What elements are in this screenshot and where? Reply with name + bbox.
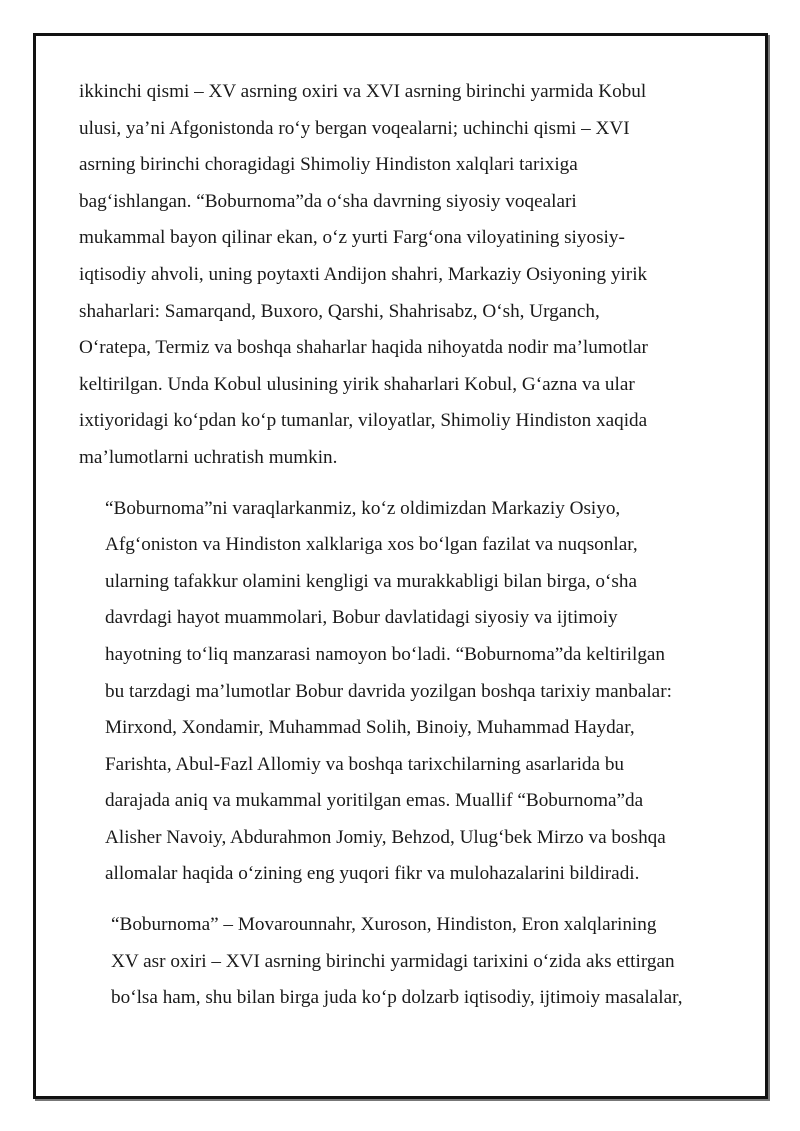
text-line: Farishta, Abul-Fazl Allomiy va boshqa tarixchilarning asarlarida bu [105,753,625,775]
document-body [79,74,721,1017]
text-line: mukammal bayon qilinar ekan, o‘z yurti Farg‘ona viloyatining siyosiy- [79,227,625,249]
paragraph-2 [79,491,721,894]
text-line: bag‘ishlangan. “Boburnoma”da o‘sha davrning siyosiy voqealari [79,190,577,212]
text-line: XV asr oxiri – XVI asrning birinchi yarmidagi tarixini o‘zida aks ettirgan [111,950,675,972]
text-line: ma’lumotlarni uchratish mumkin. [79,446,338,468]
text-line: ikkinchi qismi – XV asrning oxiri va XVI asrning birinchi yarmida Kobul [79,81,647,102]
paragraph-1 [79,74,721,477]
text-line: ulusi, ya’ni Afgonistonda ro‘y bergan voqealarni; uchinchi qismi – XVI [79,117,630,139]
text-line: allomalar haqida o‘zining eng yuqori fikr va mulohazalarini bildiradi. [105,863,640,885]
text-line: ixtiyoridagi ko‘pdan ko‘p tumanlar, viloyatlar, Shimoliy Hindiston xaqida [79,410,648,432]
page-frame [33,33,768,1099]
text-line: “Boburnoma” – Movarounnahr, Xuroson, Hindiston, Eron xalqlarining [111,914,657,936]
text-line: bu tarzdagi ma’lumotlar Bobur davrida yozilgan boshqa tarixiy manbalar: [105,680,672,702]
text-line: Afg‘oniston va Hindiston xalklariga xos bo‘lgan fazilat va nuqsonlar, [105,534,638,556]
text-line: iqtisodiy ahvoli, uning poytaxti Andijon shahri, Markaziy Osiyoning yirik [79,263,648,285]
paragraph-3 [79,907,721,1017]
text-line: hayotning to‘liq manzarasi namoyon bo‘ladi. “Boburnoma”da keltirilgan [105,643,666,665]
text-line: ularning tafakkur olamini kengligi va murakkabligi bilan birga, o‘sha [105,570,637,592]
text-line: Alisher Navoiy, Abdurahmon Jomiy, Behzod, Ulug‘bek Mirzo va boshqa [105,826,666,848]
text-line: shaharlari: Samarqand, Buxoro, Qarshi, Shahrisabz, O‘sh, Urganch, [79,300,600,322]
text-line: davrdagi hayot muammolari, Bobur davlatidagi siyosiy va ijtimoiy [105,607,618,629]
text-line: “Boburnoma”ni varaqlarkanmiz, ko‘z oldimizdan Markaziy Osiyo, [105,497,621,519]
text-line: Mirxond, Xondamir, Muhammad Solih, Binoiy, Muhammad Haydar, [105,717,635,739]
text-line: bo‘lsa ham, shu bilan birga juda ko‘p dolzarb iqtisodiy, ijtimoiy masalalar, [111,987,683,1009]
text-line: O‘ratepa, Termiz va boshqa shaharlar haqida nihoyatda nodir ma’lumotlar [79,337,648,359]
text-line: darajada aniq va mukammal yoritilgan emas. Muallif “Boburnoma”da [105,790,644,812]
text-line: keltirilgan. Unda Kobul ulusining yirik shaharlari Kobul, G‘azna va ular [79,373,635,395]
text-line: asrning birinchi choragidagi Shimoliy Hindiston xalqlari tarixiga [79,154,578,176]
